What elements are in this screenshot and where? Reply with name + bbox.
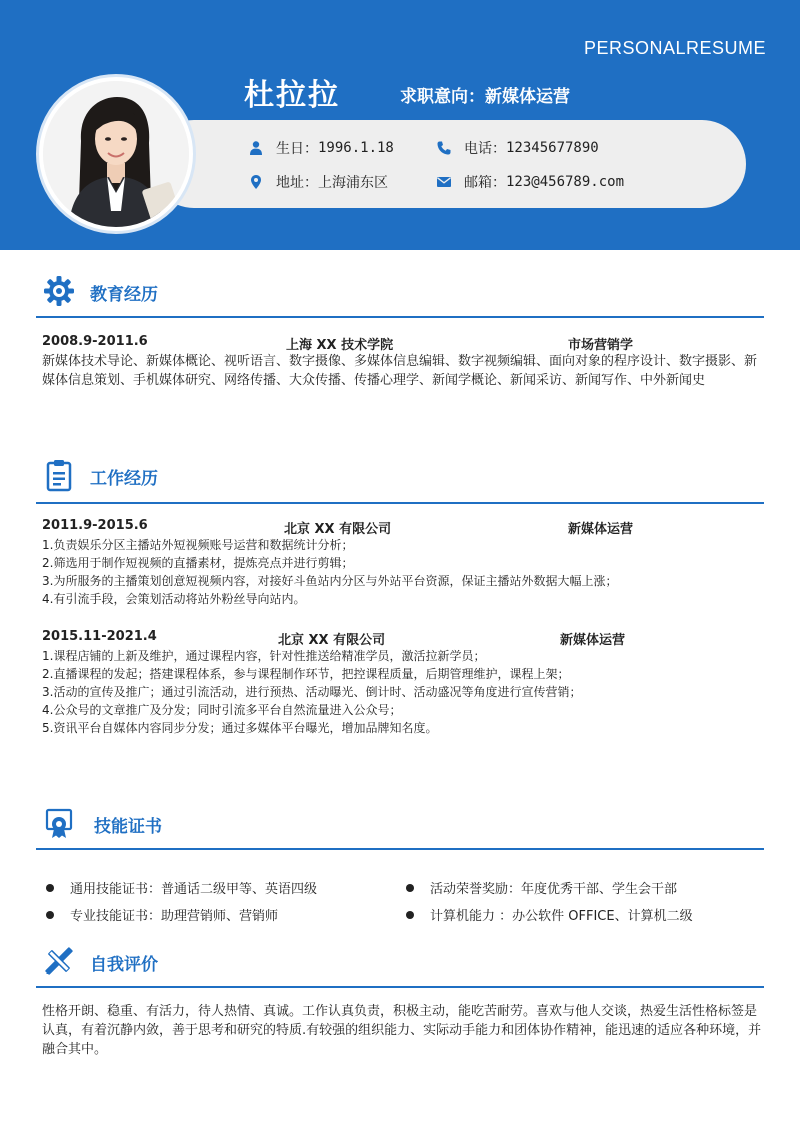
address-row [248, 172, 388, 192]
skill-text: 计算机能力 ：办公软件 OFFICE、计算机二级 [430, 909, 693, 924]
job-duty-item: 4.有引流手段，会策划活动将站外粉丝导向站内。 [42, 592, 306, 606]
email-label: 邮箱： [464, 175, 506, 191]
job-duty-item: 1.负责娱乐分区主播站外短视频账号运营和数据统计分析； [42, 538, 354, 552]
education-courses: 新媒体技术导论、新媒体概论、视听语言、数字摄像、多媒体信息编辑、数字视频编辑、面向对象的程序设计、数字摄影、新媒体信息策划、手机媒体研究、网络传播、大众传播、传播心理学、新闻学概论、新闻采访、新闻写作、中外新闻史 [42, 354, 758, 388]
job-period: 2015.11-2021.4 [42, 629, 157, 644]
job-duty-item: 5.资讯平台自媒体内容同步分发；通过多媒体平台曝光，增加品牌知名度。 [42, 721, 438, 735]
email-row [436, 172, 624, 192]
job-duty-item: 3.活动的宣传及推广；通过引流活动，进行预热、活动曝光、倒计时、活动盛况等角度进行宣传营销； [42, 685, 582, 699]
section-work-header [36, 456, 764, 496]
user-icon [248, 140, 264, 156]
pen-ruler-icon [42, 944, 76, 978]
self-evaluation-text: 性格开朗、稳重、有活力，待人热情、真诚。工作认真负责，积极主动，能吃苦耐劳。喜欢与他人交谈，热爱生活性格标签是认真，有着沉静内敛，善于思考和研究的特质.有较强的组织能力、实际动手能力和团体协作精神，能迅速的适应各种环境，并融合其中。 [42, 1004, 762, 1057]
education-school: 上海 XX 技术学院 [286, 338, 394, 353]
section-work-title: 工作经历 [90, 469, 158, 489]
birthday-row [248, 138, 394, 158]
clipboard-icon [42, 458, 76, 492]
section-divider [36, 986, 764, 988]
section-self-title: 自我评价 [90, 955, 158, 975]
email-value[interactable]: 123@456789.com [506, 174, 625, 190]
skill-text: 活动荣誉奖励：年度优秀干部、学生会干部 [430, 882, 678, 897]
bullet-dot [46, 911, 54, 919]
gear-icon [42, 274, 76, 308]
job-duties-list [42, 536, 764, 608]
birthday-label: 生日： [276, 141, 318, 157]
job-intention: 求职意向：新媒体运营 [400, 87, 570, 107]
section-divider [36, 502, 764, 504]
candidate-name: 杜拉拉 [244, 78, 340, 113]
envelope-icon [436, 174, 452, 190]
skill-text: 专业技能证书：助理营销师、营销师 [70, 909, 279, 924]
phone-icon [436, 140, 452, 156]
job-role: 新媒体运营 [560, 633, 626, 648]
section-education-header [36, 272, 764, 312]
bullet-dot [46, 884, 54, 892]
job-period: 2011.9-2015.6 [42, 518, 148, 533]
section-self-header [36, 942, 764, 982]
job-company: 北京 XX 有限公司 [278, 633, 386, 648]
avatar-frame [36, 74, 196, 234]
portrait-photo [43, 81, 189, 227]
section-skills-title: 技能证书 [94, 817, 162, 837]
section-divider [36, 848, 764, 850]
address-label: 地址： [276, 175, 318, 191]
job-duty-item: 2.直播课程的发起；搭建课程体系，参与课程制作环节，把控课程质量，后期管理维护，课程上架； [42, 667, 570, 681]
section-divider [36, 316, 764, 318]
education-major: 市场营销学 [568, 338, 634, 353]
phone-row [436, 138, 599, 158]
certificate-icon [42, 806, 76, 840]
skill-item [406, 905, 693, 924]
education-period: 2008.9-2011.6 [42, 334, 148, 349]
job-company: 北京 XX 有限公司 [284, 522, 392, 537]
location-pin-icon [248, 174, 264, 190]
job-role: 新媒体运营 [568, 522, 634, 537]
skill-item [406, 878, 677, 897]
job-duty-item: 2.筛选用于制作短视频的直播素材，提炼亮点并进行剪辑； [42, 556, 354, 570]
avatar [43, 81, 189, 227]
skill-item [46, 905, 278, 924]
job-duty-item: 3.为所服务的主播策划创意短视频内容，对接好斗鱼站内分区与外站平台资源，保证主播站外数据大幅上涨； [42, 574, 618, 588]
birthday-value: 1996.1.18 [318, 140, 394, 156]
bullet-dot [406, 884, 414, 892]
resume-brand: PERSONALRESUME [583, 38, 766, 58]
contact-info-panel [150, 120, 746, 208]
address-value: 上海浦东区 [318, 175, 388, 191]
skill-item [46, 878, 317, 897]
job-duty-item: 4.公众号的文章推广及分发；同时引流多平台自然流量进入公众号； [42, 703, 402, 717]
job-duties-list [42, 647, 764, 737]
section-skills-header [36, 804, 764, 844]
skill-text: 通用技能证书：普通话二级甲等、英语四级 [70, 882, 318, 897]
section-education-title: 教育经历 [90, 285, 158, 305]
phone-value[interactable]: 12345677890 [506, 140, 599, 156]
job-duty-item: 1.课程店铺的上新及维护，通过课程内容，针对性推送给精准学员，激活拉新学员； [42, 649, 486, 663]
phone-label: 电话： [464, 141, 506, 157]
bullet-dot [406, 911, 414, 919]
